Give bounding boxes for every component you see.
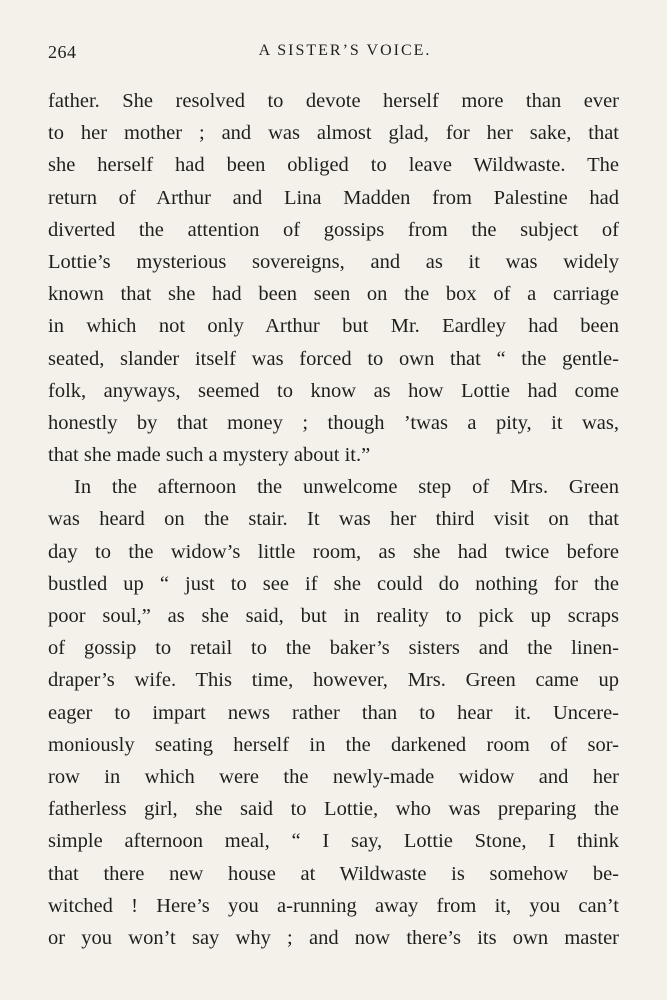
page-number: 264	[48, 42, 77, 62]
text-line: poor soul,” as she said, but in reality to pick up scraps	[48, 605, 619, 627]
text-line: father. She resolved to devote herself more than ever	[48, 90, 619, 112]
text-line: fatherless girl, she said to Lottie, who was preparing the	[48, 798, 619, 821]
paragraph	[48, 471, 619, 954]
text-line: of gossip to retail to the baker’s sisters and the linen-	[48, 637, 619, 660]
text-line: honestly by that money ; though ’twas a pity, it was,	[48, 411, 619, 434]
text-line: or you won’t say why ; and now there’s its own master	[48, 926, 619, 949]
text-line: was heard on the stair. It was her third visit on that	[48, 508, 619, 531]
text-line: return of Arthur and Lina Madden from Palestine had	[48, 186, 619, 209]
running-title: A SISTER’S VOICE.	[258, 42, 432, 59]
text-line: In the afternoon the unwelcome step of Mrs. Green	[74, 476, 619, 499]
text-line: moniously seating herself in the darkened room of sor-	[48, 733, 619, 756]
text-line: that she made such a mystery about it.”	[48, 444, 371, 467]
text-line: draper’s wife. This time, however, Mrs. Green came up	[48, 669, 619, 692]
text-line: that there new house at Wildwaste is somehow be-	[48, 862, 619, 885]
text-line: to her mother ; and was almost glad, for her sake, that	[48, 122, 619, 145]
text-line: eager to impart news rather than to hear it. Uncere-	[48, 701, 619, 724]
text-line: she herself had been obliged to leave Wildwaste. The	[48, 154, 619, 177]
text-line: known that she had been seen on the box of a carriage	[48, 283, 619, 306]
text-line: row in which were the newly-made widow and her	[48, 765, 619, 788]
text-line: folk, anyways, seemed to know as how Lottie had come	[48, 379, 619, 402]
text-line: day to the widow’s little room, as she had twice before	[48, 540, 619, 563]
page-header	[48, 42, 618, 66]
paragraph	[48, 85, 619, 471]
text-line: Lottie’s mysterious sovereigns, and as it was widely	[48, 250, 619, 273]
text-line: simple afternoon meal, “ I say, Lottie Stone, I think	[48, 830, 619, 853]
body-text	[48, 85, 619, 954]
text-line: seated, slander itself was forced to own that “ the gentle-	[48, 347, 619, 370]
text-line: witched ! Here’s you a-running away from it, you can’t	[48, 894, 619, 917]
text-line: bustled up “ just to see if she could do nothing for the	[48, 572, 619, 595]
text-line: diverted the attention of gossips from the subject of	[48, 218, 619, 241]
text-line: in which not only Arthur but Mr. Eardley had been	[48, 315, 619, 338]
